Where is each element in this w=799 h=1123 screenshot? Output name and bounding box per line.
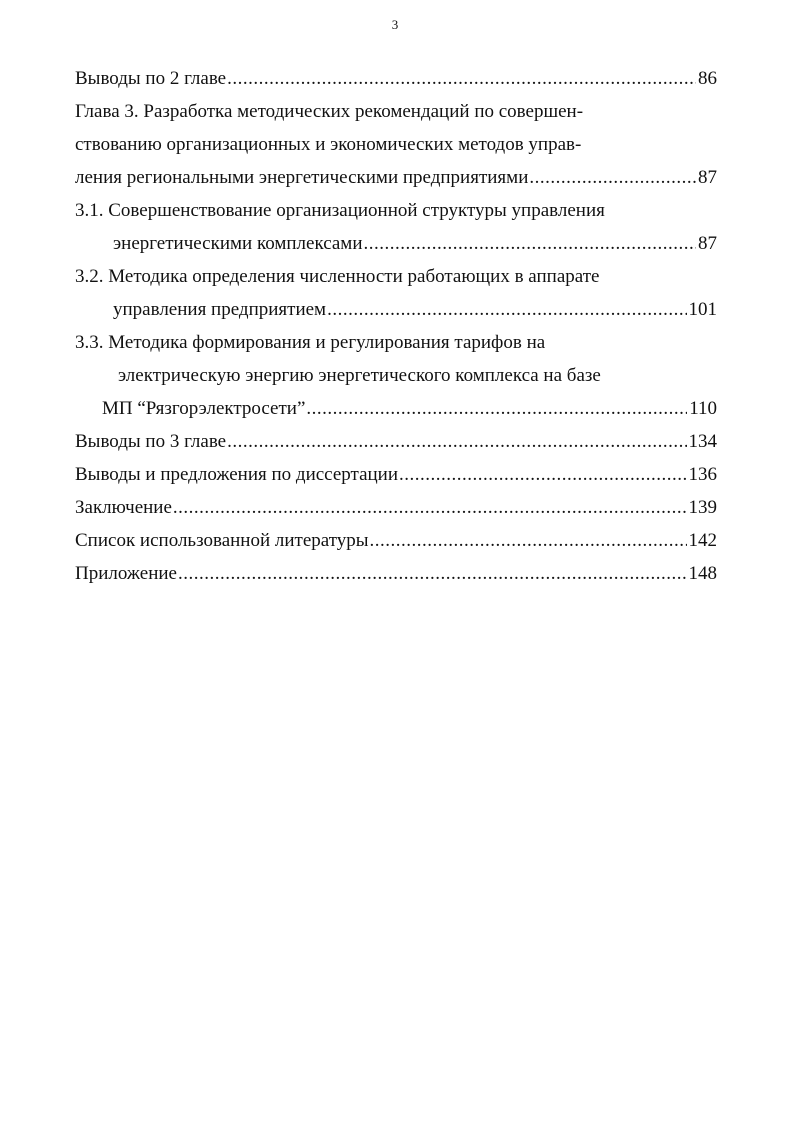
dot-leader (306, 392, 687, 425)
dot-leader (327, 293, 686, 326)
dot-leader (227, 425, 686, 458)
page-number: 3 (391, 17, 399, 32)
dot-leader (370, 524, 687, 557)
toc-entry-page: 110 (689, 398, 717, 419)
toc-entry-section-3-3-line-3 (75, 392, 717, 425)
toc-entry-page: 86 (698, 68, 717, 89)
toc-entry-title: Глава 3. Разработка методических рекомендаций по совершен- (75, 101, 584, 122)
toc-entry-title: Заключение (75, 497, 172, 518)
toc-entry-section-3-2-line-2 (75, 293, 717, 326)
toc-entry-page: 139 (688, 497, 717, 518)
toc-entry-page: 134 (688, 431, 717, 452)
dot-leader (399, 458, 687, 491)
toc-entry-page: 87 (698, 233, 717, 254)
toc-entry-title: ствованию организационных и экономических методов управ- (75, 134, 582, 155)
toc-entry-section-3-3-line-1 (75, 326, 717, 359)
toc-entry-title: 3.1. Совершенствование организационной структуры управления (75, 200, 605, 221)
toc-entry-title: МП “Рязгорэлектросети” (102, 398, 306, 419)
toc-entry-chapter-3-line-1 (75, 95, 717, 128)
toc-entry-title: управления предприятием (113, 299, 327, 320)
toc-entry-title: Приложение (75, 563, 177, 584)
toc-entry-references (75, 524, 717, 557)
toc-entry-section-3-2-line-1 (75, 260, 717, 293)
toc-entry-chapter-3-line-2 (75, 128, 717, 161)
toc-entry-title: Список использованной литературы (75, 530, 369, 551)
toc-entry-appendix (75, 557, 717, 590)
toc-entry-title: электрическую энергию энергетического комплекса на базе (118, 365, 601, 386)
toc-entry-title: 3.2. Методика определения численности работающих в аппарате (75, 266, 600, 287)
table-of-contents (75, 62, 717, 590)
toc-entry-title: энергетическими комплексами (113, 233, 363, 254)
dot-leader (529, 161, 696, 194)
toc-entry-dissertation-conclusions (75, 458, 717, 491)
toc-entry-title: Выводы по 2 главе (75, 68, 227, 89)
dot-leader (173, 491, 687, 524)
toc-entry-section-3-1-line-1 (75, 194, 717, 227)
toc-entry-conclusion (75, 491, 717, 524)
toc-entry-title: 3.3. Методика формирования и регулирования тарифов на (75, 332, 546, 353)
toc-entry-page: 87 (698, 167, 717, 188)
dot-leader (178, 557, 687, 590)
toc-entry-title: ления региональными энергетическими предприятиями (75, 167, 529, 188)
dot-leader (364, 227, 697, 260)
toc-entry-section-3-1-line-2 (75, 227, 717, 260)
toc-entry-page: 101 (688, 299, 717, 320)
toc-entry-page: 142 (688, 530, 717, 551)
toc-entry-conclusions-chapter-3 (75, 425, 717, 458)
toc-entry-title: Выводы и предложения по диссертации (75, 464, 398, 485)
toc-entry-section-3-3-line-2 (75, 359, 717, 392)
toc-entry-title: Выводы по 3 главе (75, 431, 227, 452)
dot-leader (227, 62, 696, 95)
toc-entry-chapter-3-line-3 (75, 161, 717, 194)
toc-entry-conclusions-chapter-2 (75, 62, 717, 95)
toc-entry-page: 148 (688, 563, 717, 584)
toc-entry-page: 136 (688, 464, 717, 485)
